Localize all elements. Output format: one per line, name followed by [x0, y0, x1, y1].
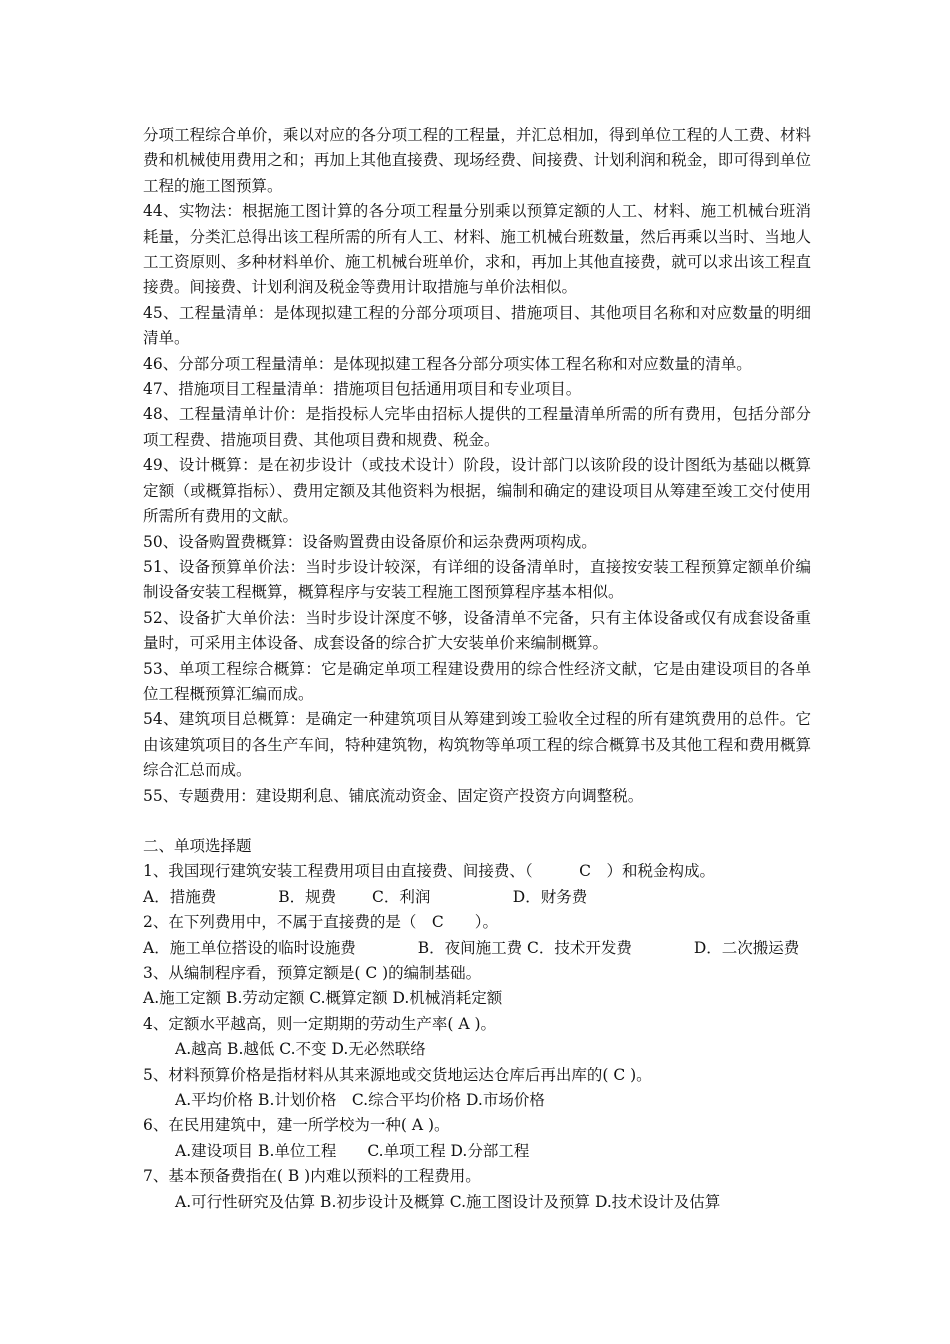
document-body — [143, 123, 811, 1215]
section-spacer — [143, 809, 811, 834]
definition-49: 49、设计概算：是在初步设计（或技术设计）阶段，设计部门以该阶段的设计图纸为基础以概算定额（或概算指标）、费用定额及其他资料为根据，编制和确定的建设项目从筹建至竣工交付使用所需所有费用的文献。 — [143, 456, 811, 526]
definition-52: 52、设备扩大单价法：当时步设计深度不够，设备清单不完备，只有主体设备或仅有成套设备重量时，可采用主体设备、成套设备的综合扩大安装单价来编制概算。 — [143, 608, 811, 653]
definition-55: 55、专题费用：建设期利息、铺底流动资金、固定资产投资方向调整税。 — [143, 786, 644, 805]
definition-44: 44、实物法：根据施工图计算的各分项工程量分别乘以预算定额的人工、材料、施工机械台班消耗量，分类汇总得出该工程所需的所有人工、材料、施工机械台班数量，然后再乘以当时、当地人工工资原则、多种材料单价、施工机械台班单价，求和，再加上其他直接费，就可以求出该工程直接费。间接费、计划利润及税金等费用计取措施与单价法相似。 — [143, 202, 811, 297]
question-4: 4、定额水平越高，则一定期期的劳动生产率( A )。 — [143, 1014, 497, 1033]
question-2-options: A．施工单位搭设的临时设施费 B．夜间施工费 C．技术开发费 D．二次搬运费 — [143, 938, 800, 957]
definition-paragraph: 分项工程综合单价，乘以对应的各分项工程的工程量，并汇总相加，得到单位工程的人工费、材料费和机械使用费用之和；再加上其他直接费、现场经费、间接费、计划利润和税金，即可得到单位工程的施工图预算。 — [143, 126, 811, 195]
question-7-options: A.可行性研究及估算 B.初步设计及概算 C.施工图设计及预算 D.技术设计及估算 — [175, 1192, 721, 1211]
definition-48: 48、工程量清单计价：是指投标人完毕由招标人提供的工程量清单所需的所有费用，包括分部分项工程费、措施项目费、其他项目费和规费、税金。 — [143, 405, 811, 449]
question-2: 2、在下列费用中，不属于直接费的是（ C ）。 — [143, 913, 498, 932]
question-1-options: A．措施费 B．规费 C．利润 D．财务费 — [143, 887, 588, 906]
section-title: 二、单项选择题 — [143, 836, 252, 855]
question-5-options: A.平均价格 B.计划价格 C.综合平均价格 D.市场价格 — [175, 1091, 545, 1110]
question-1: 1、我国现行建筑安装工程费用项目由直接费、间接费、（ C ）和税金构成。 — [143, 862, 715, 881]
definition-50: 50、设备购置费概算：设备购置费由设备原价和运杂费两项构成。 — [143, 532, 597, 551]
question-6: 6、在民用建筑中，建一所学校为一种( A )。 — [143, 1116, 450, 1135]
definition-46: 46、分部分项工程量清单：是体现拟建工程各分部分项实体工程名称和对应数量的清单。 — [143, 354, 752, 373]
question-3-options: A.施工定额 B.劳动定额 C.概算定额 D.机械消耗定额 — [143, 989, 503, 1008]
question-7: 7、基本预备费指在( B )内难以预料的工程费用。 — [143, 1167, 481, 1186]
question-3: 3、从编制程序看，预算定额是( C )的编制基础。 — [143, 964, 482, 982]
definition-47: 47、措施项目工程量清单：措施项目包括通用项目和专业项目。 — [143, 380, 582, 399]
definition-45: 45、工程量清单：是体现拟建工程的分部分项项目、措施项目、其他项目名称和对应数量的明细清单。 — [143, 303, 811, 348]
definition-53: 53、单项工程综合概算：它是确定单项工程建设费用的综合性经济文献，它是由建设项目的各单位工程概预算汇编而成。 — [143, 659, 811, 703]
definition-51: 51、设备预算单价法：当时步设计较深，有详细的设备清单时，直接按安装工程预算定额单价编制设备安装工程概算，概算程序与安装工程施工图预算程序基本相似。 — [143, 557, 811, 602]
question-6-options: A.建设项目 B.单位工程 C.单项工程 D.分部工程 — [175, 1141, 530, 1160]
definition-54: 54、建筑项目总概算：是确定一种建筑项目从筹建到竣工验收全过程的所有建筑费用的总件。它由该建筑项目的各生产车间，特种建筑物，构筑物等单项工程的综合概算书及其他工程和费用概算综合汇总而成。 — [143, 710, 811, 780]
question-5: 5、材料预算价格是指材料从其来源地或交货地运达仓库后再出库的( C )。 — [143, 1065, 652, 1084]
question-4-options: A.越高 B.越低 C.不变 D.无必然联络 — [175, 1040, 426, 1059]
